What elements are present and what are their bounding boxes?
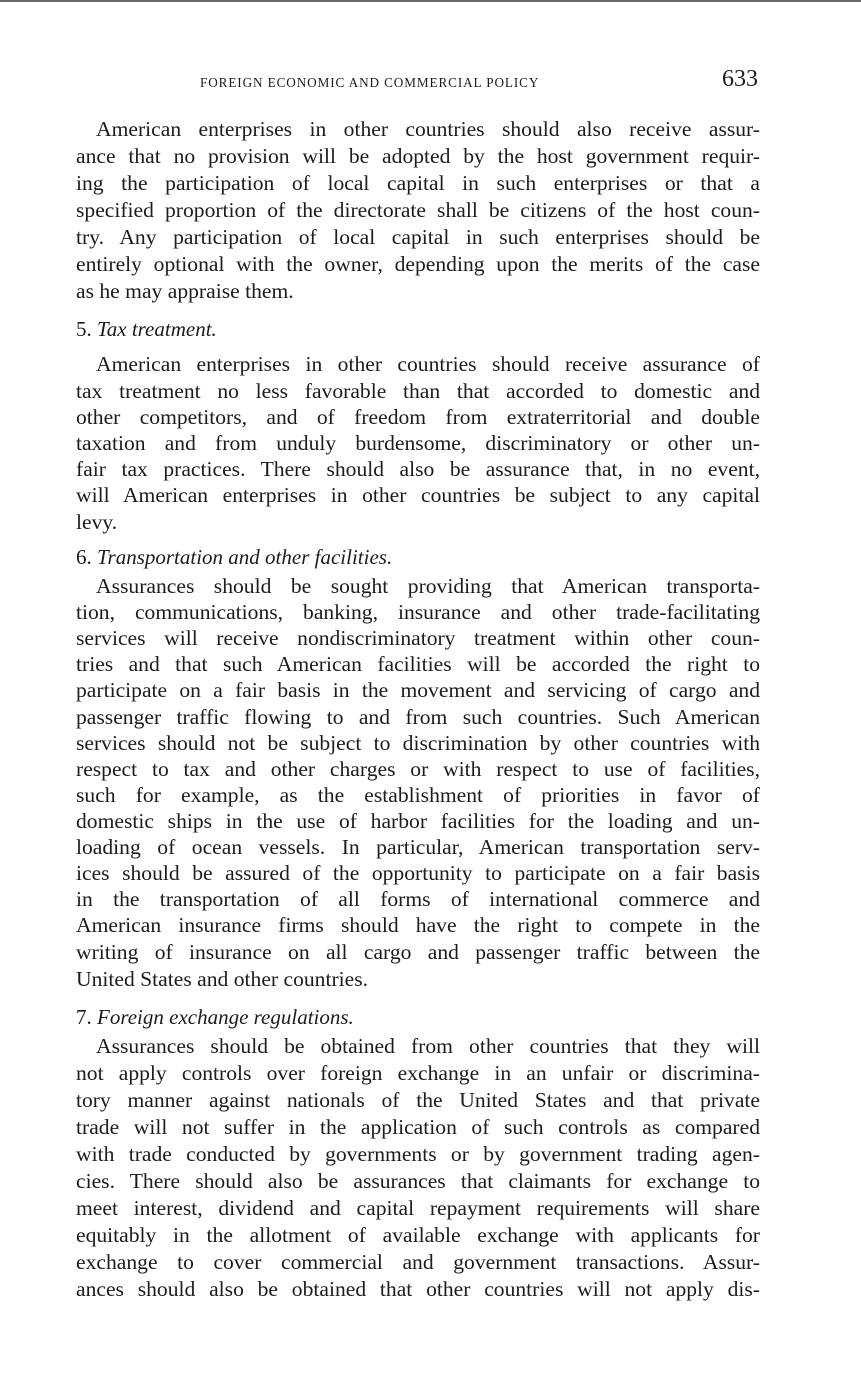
section-heading-transportation <box>76 544 392 570</box>
text-line: ing the participation of local capital in such enterprises or that a <box>76 171 760 195</box>
text-line: fair tax practices. There should also be assurance that, in no event, <box>76 457 760 481</box>
section-heading-tax-treatment <box>76 316 217 342</box>
section-title: Transportation and other facilities. <box>97 545 393 569</box>
text-line: services should not be subject to discrimination by other countries with <box>76 731 760 755</box>
text-line: try. Any participation of local capital in such enterprises should be <box>76 225 760 249</box>
running-head: FOREIGN ECONOMIC AND COMMERCIAL POLICY <box>200 75 540 90</box>
text-line: as he may appraise them. <box>76 279 294 303</box>
text-line: respect to tax and other charges or with respect to use of facilities, <box>76 757 760 781</box>
text-line: specified proportion of the directorate shall be citizens of the host coun- <box>76 198 760 222</box>
text-line: in the transportation of all forms of international commerce and <box>76 887 760 911</box>
section-number: 7. <box>76 1005 92 1029</box>
text-line: other competitors, and of freedom from extraterritorial and double <box>76 405 760 429</box>
text-line: trade will not suffer in the application of such controls as compared <box>76 1115 760 1139</box>
text-line: with trade conducted by governments or by government trading agen- <box>76 1142 760 1166</box>
text-line: ance that no provision will be adopted by the host government requir- <box>76 144 760 168</box>
section-heading-foreign-exchange <box>76 1004 354 1030</box>
text-line: participate on a fair basis in the movement and servicing of cargo and <box>76 678 760 702</box>
page-number: 633 <box>722 66 758 92</box>
text-line: services will receive nondiscriminatory treatment within other coun- <box>76 626 760 650</box>
text-line: exchange to cover commercial and government transactions. Assur- <box>76 1250 760 1274</box>
section-number: 5. <box>76 317 92 341</box>
text-line: domestic ships in the use of harbor facilities for the loading and un- <box>76 809 760 833</box>
text-line: tory manner against nationals of the United States and that private <box>76 1088 760 1112</box>
text-line: American enterprises in other countries should receive assurance of <box>96 352 760 376</box>
text-line: tries and that such American facilities will be accorded the right to <box>76 652 760 676</box>
text-line: levy. <box>76 510 118 534</box>
text-line: tion, communications, banking, insurance and other trade-facilitating <box>76 600 760 624</box>
text-line: equitably in the allotment of available exchange with applicants for <box>76 1223 760 1247</box>
text-line: passenger traffic flowing to and from such countries. Such American <box>76 705 760 729</box>
text-line: entirely optional with the owner, depending upon the merits of the case <box>76 252 760 276</box>
text-line: ances should also be obtained that other countries will not apply dis- <box>76 1277 760 1301</box>
text-line: United States and other countries. <box>76 967 369 991</box>
page-header <box>76 66 766 102</box>
section-title: Foreign exchange regulations. <box>97 1005 354 1029</box>
section-number: 6. <box>76 545 92 569</box>
text-line: American enterprises in other countries should also receive assur- <box>96 117 760 141</box>
text-line: taxation and from unduly burdensome, discriminatory or other un- <box>76 431 760 455</box>
text-line: cies. There should also be assurances that claimants for exchange to <box>76 1169 760 1193</box>
text-line: Assurances should be obtained from other countries that they will <box>96 1034 760 1058</box>
text-line: not apply controls over foreign exchange in an unfair or discrimina- <box>76 1061 760 1085</box>
text-line: will American enterprises in other countries be subject to any capital <box>76 483 760 507</box>
text-line: loading of ocean vessels. In particular, American transportation serv- <box>76 835 760 859</box>
text-line: tax treatment no less favorable than that accorded to domestic and <box>76 379 760 403</box>
text-line: writing of insurance on all cargo and passenger traffic between the <box>76 940 760 964</box>
text-line: meet interest, dividend and capital repayment requirements will share <box>76 1196 760 1220</box>
text-line: ices should be assured of the opportunity to participate on a fair basis <box>76 861 760 885</box>
text-line: American insurance firms should have the right to compete in the <box>76 913 760 937</box>
text-line: Assurances should be sought providing that American transporta- <box>96 574 760 598</box>
top-border-rule <box>0 0 861 2</box>
section-title: Tax treatment. <box>97 317 217 341</box>
text-line: such for example, as the establishment of priorities in favor of <box>76 783 760 807</box>
